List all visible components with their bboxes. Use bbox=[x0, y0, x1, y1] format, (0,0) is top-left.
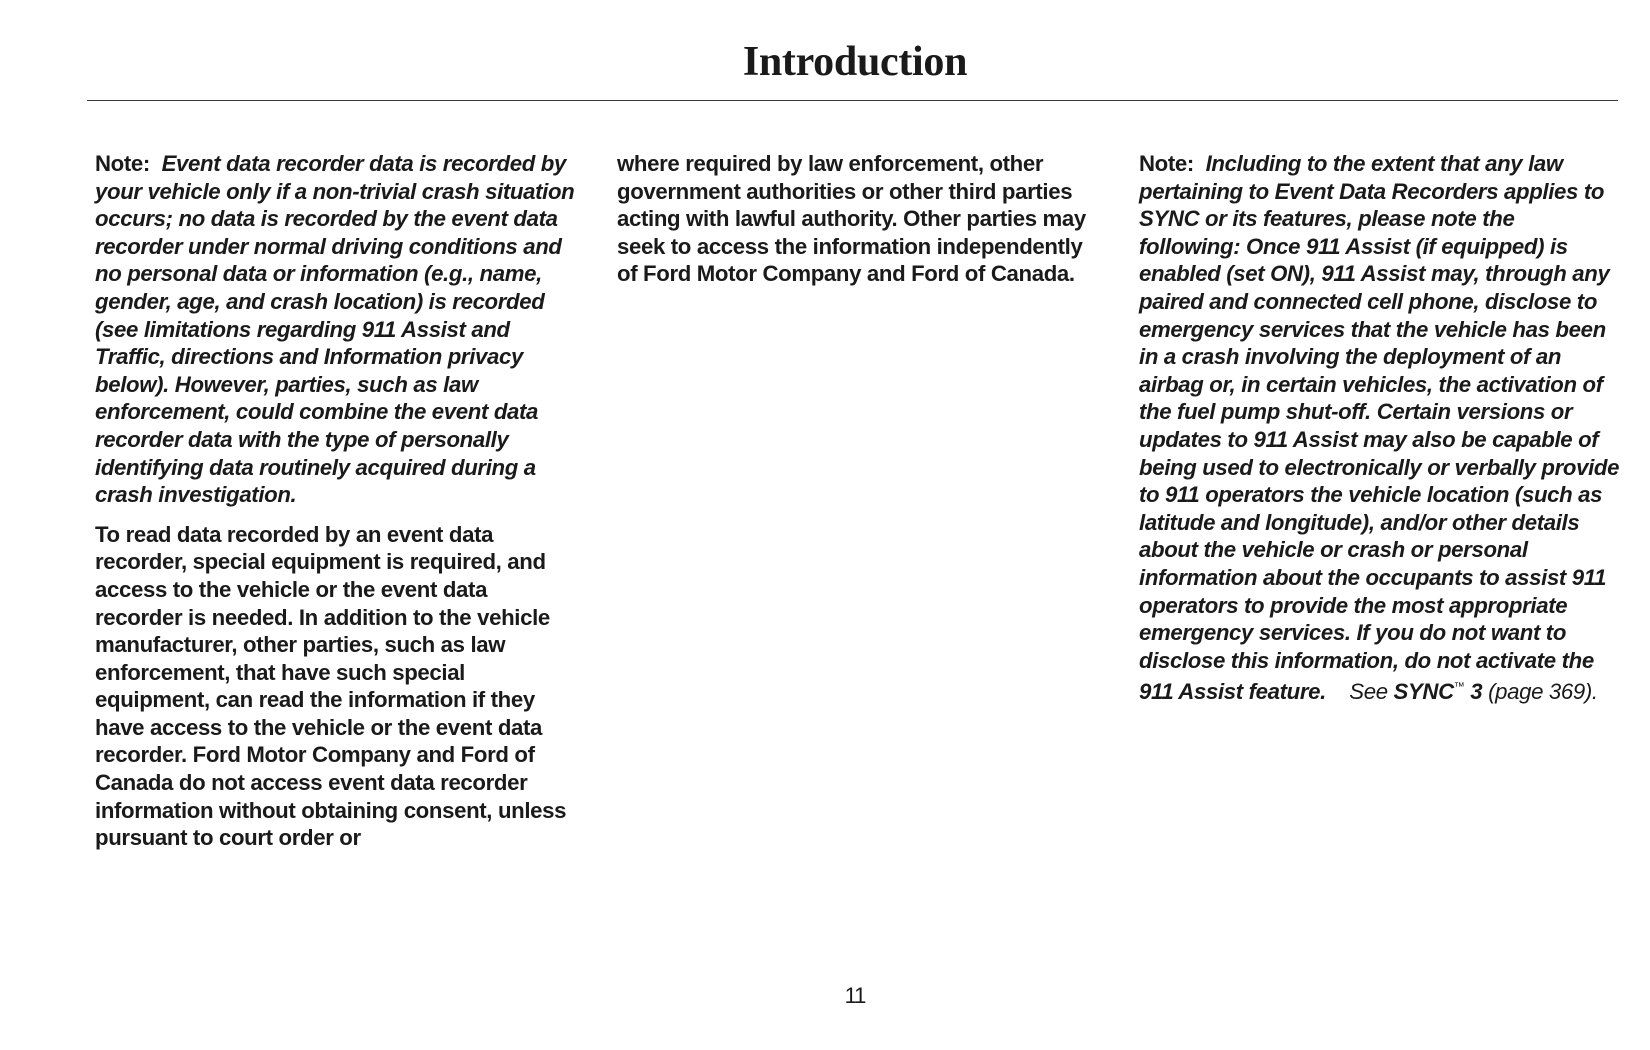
note-label: Note: bbox=[1139, 151, 1194, 176]
edr-continued-paragraph: where required by law enforcement, other government authorities or other third parties acting with lawful authority. Other parties may seek to access the information independently of Ford Motor Company and Ford of Canada. bbox=[617, 151, 1086, 287]
sync-link-suffix: 3 bbox=[1464, 679, 1483, 705]
page-reference-link[interactable]: (page 369). bbox=[1488, 679, 1598, 705]
note-label: Note: bbox=[95, 151, 150, 176]
title-divider bbox=[87, 100, 1618, 101]
edr-note bbox=[95, 150, 577, 509]
see-label: See bbox=[1349, 679, 1388, 705]
sync-link-text: SYNC bbox=[1393, 679, 1454, 705]
sync3-cross-reference-link[interactable] bbox=[1394, 679, 1483, 704]
page-number: 11 bbox=[844, 983, 866, 1008]
note-text: Event data recorder data is recorded by your vehicle only if a non-trivial crash situation occurs; no data is recorded by the event data recorder under normal driving conditions and no personal data or information (e.g., name, gender, age, and crash location) is recorded (see limitations regarding 911 Assist and Traffic, directions and Information privacy below). However, parties, such as law enforcement, could combine the event data recorder data with the type of personally identifying data routinely acquired during a crash investigation. bbox=[95, 151, 575, 508]
page-title: Introduction bbox=[742, 39, 968, 85]
text-column-2 bbox=[617, 150, 1097, 300]
note-text: Including to the extent that any law pertaining to Event Data Recorders applies to SYNC or its features, please note the following: Once 911 Assist (if equipped) is enabled (set ON), 911 Assist may, through any paired and connected cell phone, disclose to emergency services that the vehicle has been in a crash involving the deployment of an airbag or, in certain vehicles, the activation of the fuel pump shut-off. Certain versions or updates to 911 Assist may also be capable of being used to electronically or verbally provide to 911 operators the vehicle location (such as latitude and longitude), and/or other details about the vehicle or crash or personal information about the occupants to assist 911 operators to provide the most appropriate emergency services. If you do not want to disclose this information, do not activate the 911 Assist feature. bbox=[1139, 151, 1620, 705]
trademark-symbol: ™ bbox=[1453, 681, 1465, 694]
text-column-3 bbox=[1139, 150, 1621, 718]
sync-911-note bbox=[1139, 150, 1621, 706]
text-column-1 bbox=[95, 150, 577, 864]
edr-access-paragraph: To read data recorded by an event data recorder, special equipment is required, and access to the vehicle or the event data recorder is needed. In addition to the vehicle manufacturer, other parties, such as law enforcement, that have such special equipment, can read the information if they have access to the vehicle or the event data recorder. Ford Motor Company and Ford of Canada do not access event data recorder information without obtaining consent, unless pursuant to court order or bbox=[95, 521, 567, 851]
